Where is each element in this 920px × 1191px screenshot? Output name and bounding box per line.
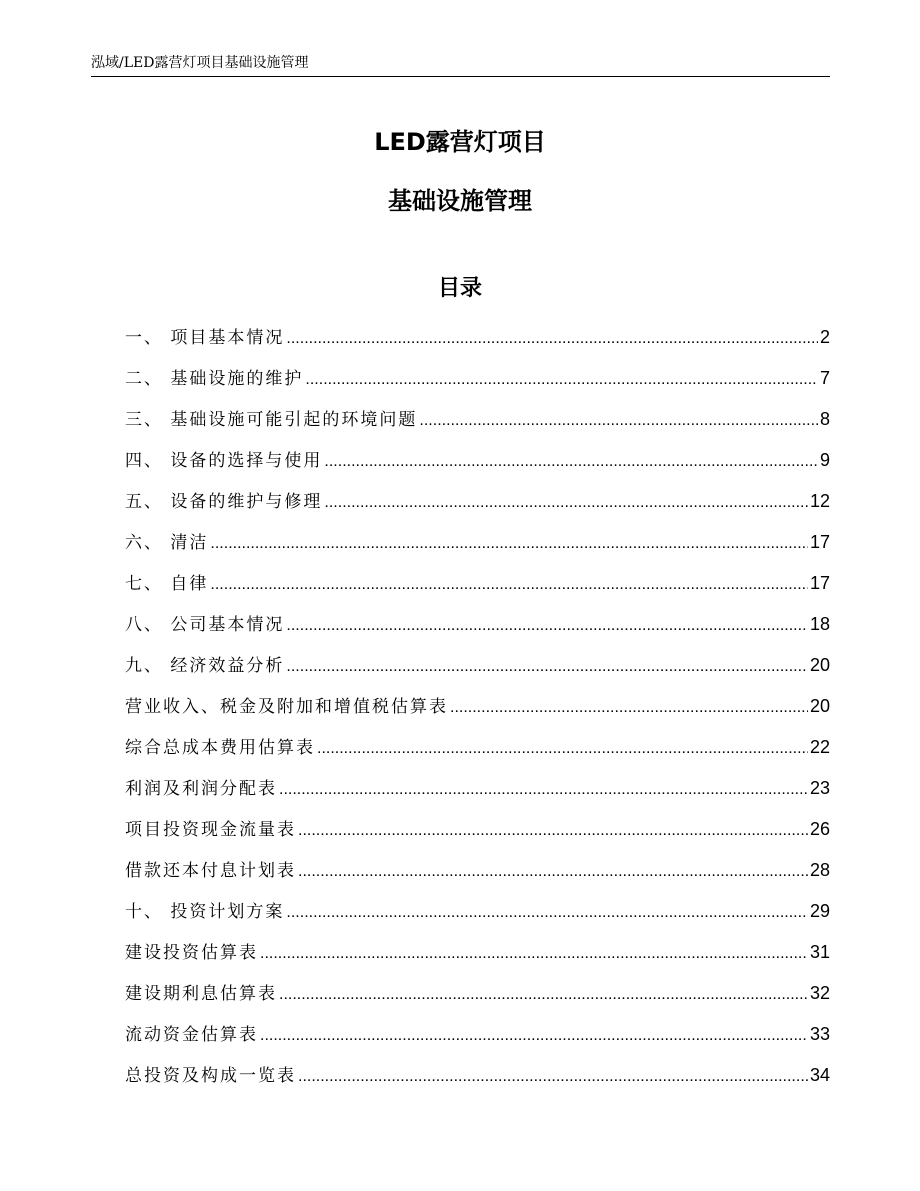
toc-entry-label: 七、 自律 [125, 574, 209, 594]
toc-entry-page-number: 17 [809, 573, 830, 593]
toc-entry[interactable] [125, 402, 830, 443]
table-of-contents [125, 320, 830, 1099]
toc-dot-leader [260, 1019, 808, 1053]
header-divider [91, 76, 830, 77]
toc-entry-page-number: 12 [809, 491, 830, 511]
toc-dot-leader [286, 609, 808, 643]
toc-entry-page-number: 33 [809, 1024, 830, 1044]
toc-entry-page-number: 9 [819, 450, 830, 470]
toc-entry[interactable] [125, 1017, 830, 1058]
toc-dot-leader [419, 404, 818, 438]
toc-entry[interactable] [125, 976, 830, 1017]
toc-dot-leader [286, 896, 808, 930]
toc-entry[interactable] [125, 1058, 830, 1099]
toc-entry-label: 九、 经济效益分析 [125, 656, 285, 676]
toc-entry-label: 建设期利息估算表 [125, 984, 277, 1004]
toc-entry[interactable] [125, 525, 830, 566]
toc-entry[interactable] [125, 689, 830, 730]
toc-dot-leader [286, 650, 808, 684]
toc-dot-leader [450, 691, 808, 725]
toc-entry-label: 营业收入、税金及附加和增值税估算表 [125, 697, 448, 717]
toc-entry-label: 三、 基础设施可能引起的环境问题 [125, 410, 418, 430]
toc-dot-leader [286, 322, 818, 356]
toc-dot-leader [260, 937, 808, 971]
toc-entry-page-number: 17 [809, 532, 830, 552]
toc-entry-page-number: 32 [809, 983, 830, 1003]
document-title-line1: LED露营灯项目 [374, 128, 546, 156]
toc-heading: 目录 [437, 276, 482, 301]
toc-entry-page-number: 28 [809, 860, 830, 880]
toc-entry-label: 十、 投资计划方案 [125, 902, 285, 922]
toc-entry-page-number: 7 [819, 368, 830, 388]
toc-dot-leader [317, 732, 808, 766]
toc-entry[interactable] [125, 320, 830, 361]
toc-entry[interactable] [125, 484, 830, 525]
toc-entry-page-number: 20 [809, 655, 830, 675]
toc-dot-leader [210, 568, 808, 602]
toc-entry-label: 综合总成本费用估算表 [125, 738, 315, 758]
toc-entry-label: 利润及利润分配表 [125, 779, 277, 799]
toc-dot-leader [298, 1060, 808, 1094]
toc-entry-page-number: 34 [809, 1065, 830, 1085]
toc-entry[interactable] [125, 771, 830, 812]
toc-entry-page-number: 31 [809, 942, 830, 962]
toc-dot-leader [279, 773, 808, 807]
toc-entry[interactable] [125, 730, 830, 771]
toc-entry-page-number: 22 [809, 737, 830, 757]
toc-dot-leader [279, 978, 808, 1012]
toc-dot-leader [324, 445, 818, 479]
toc-entry-label: 一、 项目基本情况 [125, 328, 285, 348]
toc-entry-page-number: 23 [809, 778, 830, 798]
toc-entry-page-number: 2 [819, 327, 830, 347]
running-header: 泓域/LED露营灯项目基础设施管理 [91, 55, 309, 71]
toc-entry-label: 八、 公司基本情况 [125, 615, 285, 635]
toc-entry-page-number: 29 [809, 901, 830, 921]
toc-entry[interactable] [125, 853, 830, 894]
toc-entry[interactable] [125, 812, 830, 853]
toc-entry[interactable] [125, 361, 830, 402]
toc-entry-label: 项目投资现金流量表 [125, 820, 296, 840]
toc-entry-page-number: 26 [809, 819, 830, 839]
toc-entry-label: 二、 基础设施的维护 [125, 369, 304, 389]
toc-entry[interactable] [125, 566, 830, 607]
toc-entry[interactable] [125, 648, 830, 689]
toc-entry[interactable] [125, 935, 830, 976]
toc-entry-page-number: 20 [809, 696, 830, 716]
toc-entry-label: 建设投资估算表 [125, 943, 258, 963]
toc-entry[interactable] [125, 607, 830, 648]
toc-entry-label: 四、 设备的选择与使用 [125, 451, 323, 471]
toc-dot-leader [210, 527, 808, 561]
toc-dot-leader [324, 486, 808, 520]
toc-entry-page-number: 8 [819, 409, 830, 429]
toc-entry-label: 借款还本付息计划表 [125, 861, 296, 881]
toc-entry[interactable] [125, 443, 830, 484]
document-title-line2: 基础设施管理 [388, 187, 532, 215]
toc-entry-page-number: 18 [809, 614, 830, 634]
toc-entry-label: 流动资金估算表 [125, 1025, 258, 1045]
toc-entry[interactable] [125, 894, 830, 935]
toc-dot-leader [305, 363, 818, 397]
toc-entry-label: 五、 设备的维护与修理 [125, 492, 323, 512]
toc-dot-leader [298, 814, 808, 848]
toc-entry-label: 六、 清洁 [125, 533, 209, 553]
toc-entry-label: 总投资及构成一览表 [125, 1066, 296, 1086]
toc-dot-leader [298, 855, 808, 889]
